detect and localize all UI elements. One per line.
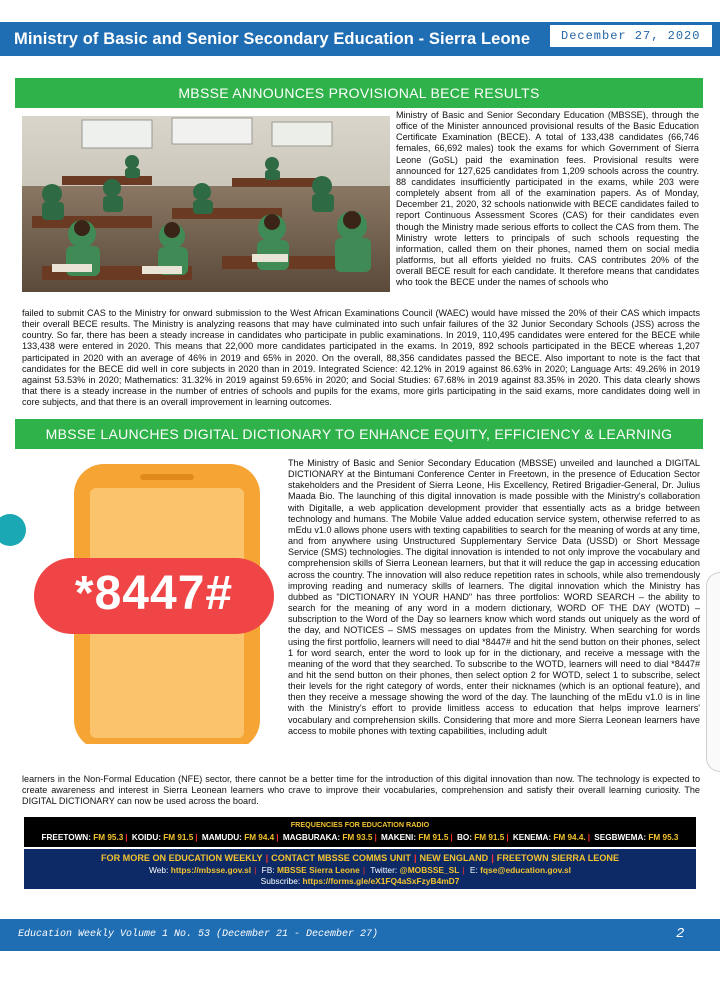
phone-code-illustration <box>20 458 285 744</box>
email-link[interactable]: fqse@education.gov.sl <box>480 865 571 875</box>
article2-body-bottom: learners in the Non-Formal Education (NFE) sector, there cannot be a better time for the introduction of this digital innovation than now. The technology is expected to create awareness and interest in Sierra Leonean learners who crave to improve their vocabularies, comprehension and satisfy their overall learning curiosity. The DIGITAL DICTIONARY can now be used across the board. <box>22 774 700 807</box>
station-item: FREETOWN: FM 95.3 <box>41 833 124 842</box>
station-item: MAGBURAKA: FM 93.5 <box>282 833 373 842</box>
header-date-box <box>550 25 712 47</box>
station-item: KENEMA: FM 94.4. <box>512 833 586 842</box>
station-item: MAMUDU: FM 94.4 <box>201 833 275 842</box>
station-item: BO: FM 91.5 <box>456 833 505 842</box>
facebook-link[interactable]: MBSSE Sierra Leone <box>276 865 360 875</box>
side-scroll-tab[interactable] <box>706 572 720 772</box>
contact-headline: FOR MORE ON EDUCATION WEEKLY | CONTACT MBSSE COMMS UNIT | NEW ENGLAND | FREETOWN SIERRA LEONE <box>100 853 620 863</box>
station-item: MAKENI: FM 91.5 <box>381 833 449 842</box>
page-number: 2 <box>676 926 685 942</box>
ussd-code: *8447# <box>74 567 234 620</box>
contact-links: Web: https://mbsse.gov.sl | FB: MBSSE Sierra Leone | Twitter: @MOBSSE_SL | E: fqse@education.gov.sl <box>149 865 571 875</box>
classroom-exam-photo <box>22 116 390 292</box>
article1-title: MBSSE ANNOUNCES PROVISIONAL BECE RESULTS <box>178 85 540 101</box>
classroom-illustration <box>22 116 390 292</box>
footer-issue-info: Education Weekly Volume 1 No. 53 (December 21 - December 27) <box>18 929 379 940</box>
radio-stations-line: FREETOWN: FM 95.3 | KOIDU: FM 91.5 | MAMUDU: FM 94.4 | MAGBURAKA: FM 93.5 | MAKENI: FM 91.5 | BO: FM 91.5 | KENEMA: FM 94.4. | SEGBWEMA: FM 95.3 <box>41 833 679 842</box>
station-item: SEGBWEMA: FM 95.3 <box>594 833 679 842</box>
header-bar <box>0 22 720 56</box>
station-item: KOIDU: FM 91.5 <box>131 833 194 842</box>
website-link[interactable]: https://mbsse.gov.sl <box>170 865 252 875</box>
footer-bar <box>0 919 720 951</box>
radio-frequencies-title: FREQUENCIES FOR EDUCATION RADIO <box>290 820 430 829</box>
article2-body-top: The Ministry of Basic and Senior Secondary Education (MBSSE) unveiled and launched a DIGITAL DICTIONARY at the Bintumani Conference Center in Freetown, in the presence of Education Sector stakeholders and the President of Sierra Leone, His Excellency, Retired Brigadier-General, Dr. Julius Maada Bio. The launching of this digital innovation is made possible with the Ministry's collaboration with Digitalle, a web application development provider that essentially acts as a bridge between technology and humans. The Mobile Value added education service system, otherwise referred to as mEdu v1.0 allows phone users with texting capabilities to search for the meaning of words at any time, and from anywhere using Unstructured Supplementary Service Data (USSD) or Short Message Service (SMS) technologies. The digital innovation is intended to not only improve the vocabulary and comprehension skills of Sierra Leonean learners, but that it will reduce the gap in accessing education across the country. The innovation will also reduce repetition rates in schools, while also tremendously improving reading and numeracy skills of learners. The digital innovation which the Ministry has dubbed as "DICTIONARY IN YOUR HAND" has three portfolios: WORD SEARCH – the ability to search for the meaning of any word in a modern dictionary, WORD OF THE DAY (WOTD) – subscription to the Word of the Day so learners know which word stands out uniquely as the word of the day, and NOTICES – SMS messages on updates from the Ministry. When searching for words using the first portfolio, learners will need to dial *8447# and hit the send button on their phones, select 1 for word search, enter the word to look up for in the dictionary, and receive a message with the meaning of the word that they searched. To subscribe to the WOTD, learners will need to dial *8447# and hit the send button on their phones, then select option 2 for WOTD, select 1 to subscribe, select their levels for the right category of words, enter their nicknames (which is an optional feature), and then they receive a message showing the word of the day. The launching of the mEdu v1.0 is in line with the Ministry's effort to provide limitless access to education that helps improve learners' vocabulary and comprehension skills. Considering that more and more Sierra Leonean learners have access to mobile phones with texting capabilities, including adult <box>288 458 701 736</box>
article2-title-band <box>15 419 703 449</box>
article1-body-bottom: failed to submit CAS to the Ministry for onward submission to the West African Examinations Council (WAEC) would have missed the 20% of their CAS which impacts their overall BECE results. The Ministry is analyzing reasons that may have culminated into such unfair failures of the 32 Junior Secondary Schools (JSS) across the country. So far, there has been a steady increase in candidates who participate in public examinations. In 2019, 110,495 candidates were entered for the BECE while 133,438 were entered in 2020. This means that 22,000 more candidates participated in the exams. In 2019, 892 schools participated in the BECE whereas 1,207 participated in 2020 with an average of 46% in 2019 and 65% in 2020. On the overall, 88,356 candidates passed the BECE. Also important to note is the fact that candidates for the BECE did well in core subjects in 2020 than in 2019. Integrated Science: 42.12% in 2019 against 86.63% in 2020; Language Arts: 49.26% in 2019 against 53.53% in 2020; Mathematics: 31.32% in 2019 against 59.65% in 2020; and Social Studies: 67.68% in 2019 against 83.35% in 2020. This data clearly shows that there is a steady increase in the number of entries of schools and pupils for the exams, more girls participating in the said exams, more candidates doing well in core subjects, and that there is an overall improvement in learning outcomes. <box>22 308 700 408</box>
contact-box <box>24 849 696 889</box>
article1-body-top: Ministry of Basic and Senior Secondary Education (MBSSE), through the office of the Minister announced provisional results of the Basic Education Certificate Examination (BECE). A total of 133,438 candidates (66,746 females, 66,692 males) took the exams for which Government of Sierra Leone (GoSL) paid the examination fees. Provisional results were announced for 127,625 candidates from 1,209 schools across the country. 88 candidates insufficiently participated in the exams, while 203 were completely absent from all of the examination papers. As of Monday, December 21, 2020, 32 schools nationwide with BECE candidates failed to report Continuous Assessment Scores (CAS) for their candidates even though the Ministry made serious efforts to collect the CAS from them. The Ministry wrote letters to principals of such schools requesting the information, called them on their phones, named them on social media platforms, but all efforts yielded no fruits. CAS contributes 20% of the overall BECE result for each candidate. It therefore means that candidates who took the BECE under the names of schools who <box>396 110 699 288</box>
subscribe-line: Subscribe: https://forms.gle/eX1FQ4aSxFzyB4mD7 <box>260 876 460 886</box>
radio-frequencies-box <box>24 817 696 847</box>
article1-title-band <box>15 78 703 108</box>
page-title: Ministry of Basic and Senior Secondary Education - Sierra Leone <box>14 30 531 48</box>
article2-title: MBSSE LAUNCHES DIGITAL DICTIONARY TO ENHANCE EQUITY, EFFICIENCY & LEARNING <box>45 426 673 442</box>
twitter-link[interactable]: @MOBSSE_SL <box>399 865 460 875</box>
issue-date: December 27, 2020 <box>561 29 701 43</box>
subscribe-link[interactable]: https://forms.gle/eX1FQ4aSxFzyB4mD7 <box>302 876 460 886</box>
